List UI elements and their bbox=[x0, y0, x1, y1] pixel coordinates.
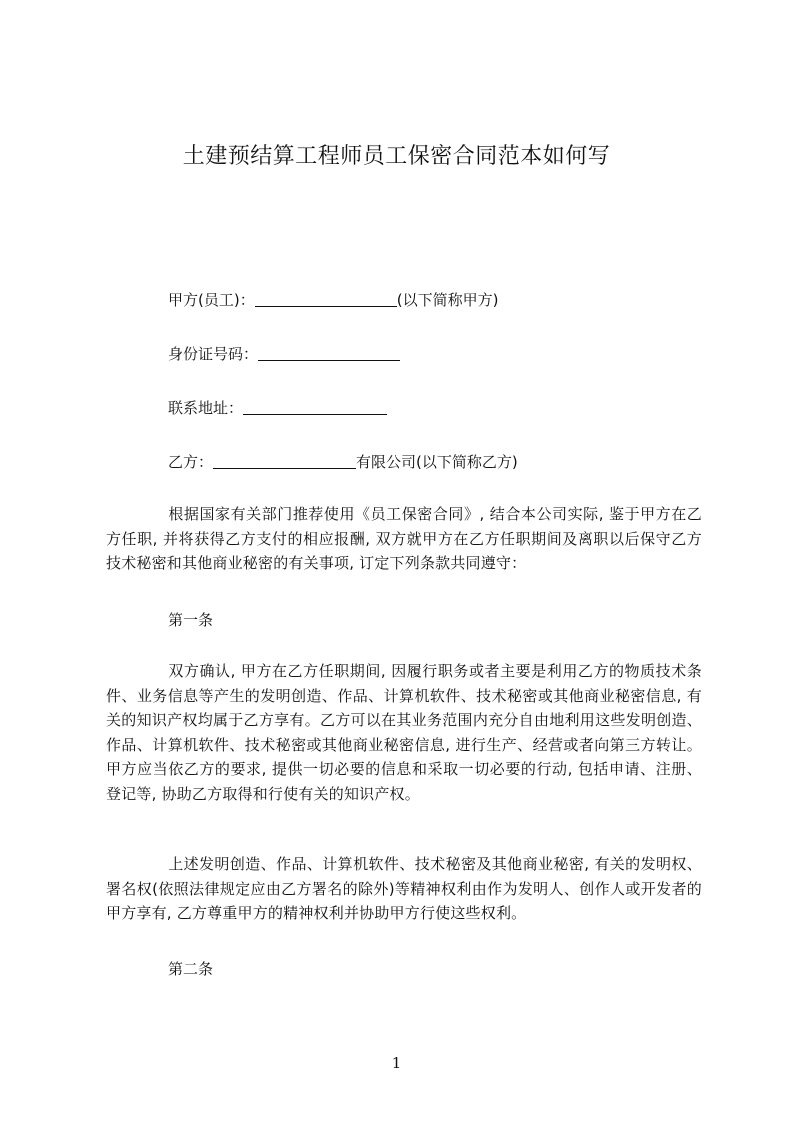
party-a-suffix: (以下简称甲方) bbox=[396, 291, 499, 309]
article-2-heading: 第二条 bbox=[168, 960, 214, 978]
id-number-field bbox=[168, 343, 400, 365]
party-a-blank bbox=[255, 291, 397, 307]
address-field bbox=[168, 397, 387, 419]
id-number-blank bbox=[258, 345, 400, 361]
party-b-label: 乙方： bbox=[168, 453, 214, 471]
address-blank bbox=[243, 399, 387, 415]
article-1-paragraph-2 bbox=[106, 852, 702, 926]
intro-text: 根据国家有关部门推荐使用《员工保密合同》, 结合本公司实际, 鉴于甲方在乙方任职, 并将获得乙方支付的相应报酬, 双方就甲方在乙方任职期间及离职以后保守乙方技术秘密和其他商业秘密的有关事项, 订定下列条款共同遵守： bbox=[106, 505, 702, 572]
article-1-paragraph-1 bbox=[106, 659, 702, 806]
intro-paragraph bbox=[106, 502, 702, 576]
page-number: 1 bbox=[391, 1054, 402, 1072]
party-a-label: 甲方(员工)： bbox=[168, 291, 255, 309]
article-1-paragraph-2-text: 上述发明创造、作品、计算机软件、技术秘密及其他商业秘密, 有关的发明权、署名权(依照法律规定应由乙方署名的除外)等精神权利由作为发明人、创作人或开发者的甲方享有, 乙方尊重甲方的精神权利并协助甲方行使这些权利。 bbox=[106, 855, 702, 922]
page-title: 土建预结算工程师员工保密合同范本如何写 bbox=[182, 144, 611, 169]
id-number-label: 身份证号码： bbox=[168, 345, 259, 363]
party-b-blank bbox=[213, 453, 356, 469]
party-a-field bbox=[168, 289, 498, 311]
party-b-field bbox=[168, 451, 518, 473]
article-1-heading: 第一条 bbox=[168, 611, 214, 629]
address-label: 联系地址： bbox=[168, 399, 244, 417]
article-1-paragraph-1-text: 双方确认, 甲方在乙方任职期间, 因履行职务或者主要是利用乙方的物质技术条件、业务信息等产生的发明创造、作品、计算机软件、技术秘密或其他商业秘密信息, 有关的知识产权均属于乙方享有。乙方可以在其业务范围内充分自由地利用这些发明创造、作品、计算机软件、技术秘密或其他商业秘密信息, 进行生产、经营或者向第三方转让。甲方应当依乙方的要求, 提供一切必要的信息和采取一切必要的行动, 包括申请、注册、登记等, 协助乙方取得和行使有关的知识产权。 bbox=[106, 662, 702, 803]
party-b-suffix: 有限公司(以下简称乙方) bbox=[356, 453, 518, 471]
